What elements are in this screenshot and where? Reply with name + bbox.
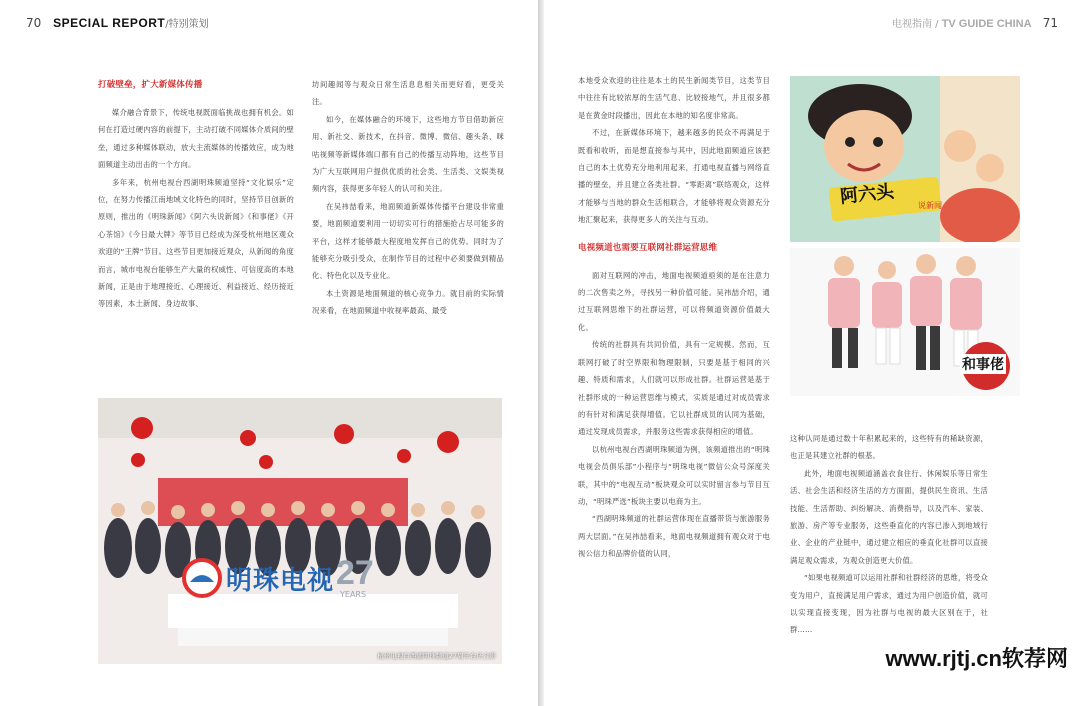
page-gutter bbox=[538, 0, 544, 706]
brand-sign: 明珠电视 bbox=[226, 566, 335, 596]
right-page-number: 71 bbox=[1042, 16, 1058, 30]
section-heading-1: 打破壁垒，扩大新媒体传播 bbox=[98, 80, 203, 90]
paragraph: “如果电视频道可以运用社群和社群经济的思维，将受众变为用户，直接满足用户需求，通过为用户创造价值，就可以实现直接变现，因为社群与电视的最大区别在于，社群…… bbox=[790, 573, 988, 635]
section-heading-2: 电视频道也需要互联网社群运营思维 bbox=[578, 242, 718, 253]
cartoon-image bbox=[790, 76, 1020, 242]
group-photo bbox=[98, 398, 502, 664]
cartoon-title: 阿六头 bbox=[839, 181, 896, 208]
section-label: SPECIAL REPORT bbox=[53, 16, 166, 30]
paragraph: 媒介融合背景下，传统电视既面临挑战也拥有机会。如何在打造过硬内容的前提下，主动打破不同媒体介质间的壁垒，通过多种媒体联动，放大主流媒体的传播效应，成为地面频道主动出击的一个方向。 bbox=[98, 108, 294, 170]
show-image bbox=[790, 248, 1020, 396]
paragraph: 面对互联网的冲击，地面电视频道亟须的是在注意力的二次售卖之外，寻找另一种价值可能。吴祎喆介绍，通过互联网思维下的社群运营，可以将频道资源价值最大化。 bbox=[578, 270, 770, 332]
site-watermark: www.rjtj.cn软荐网 bbox=[881, 646, 1072, 672]
anniversary-number: 27 bbox=[336, 554, 374, 592]
paragraph: 本土资源是地面频道的核心竞争力。就目前的实际情况来看，在地面频道中收视率最高、最受 bbox=[312, 288, 504, 316]
magazine-name-en: TV GUIDE CHINA bbox=[941, 18, 1032, 30]
magazine-name-cn: 电视指南 bbox=[891, 19, 932, 30]
left-page-header bbox=[26, 16, 209, 32]
text-column-4 bbox=[790, 430, 988, 639]
paragraph: 坊间趣闻等与观众日常生活息息相关而更好看，更受关注。 bbox=[312, 80, 504, 107]
paragraph: 不过，在新媒体环境下，越来越多的民众不再满足于既看和收听，而是想直接参与其中，因此地面频道应该把自己的本土优势充分地利用起来，打通电视直播与网络直播的壁垒，并且建立各类社群。“零距离”联络观众，这样才能够与当地的群众生活相联合，才能够将观众资源充分地汇聚起来，获得更多人的关注与互动。 bbox=[578, 128, 770, 225]
paragraph: 如今，在媒体融合的环境下，这些地方节目借助新应用、新社交、新技术，在抖音、微博、微信、趣头条、咪咕视频等新媒体端口都有自己的传播互动阵地，这些节目为广大互联网用户提供优质的社会类、生活类、文娱类视频内容，获得更多年轻人的认可和关注。 bbox=[312, 114, 504, 194]
section-sublabel: /特别策划 bbox=[165, 19, 209, 30]
paragraph: 本地受众欢迎的往往是本土的民生新闻类节目，这类节目中往往有比较浓厚的生活气息、比较接地气，并且很多都是在黄金时段播出，因此在本地的知名度非常高。 bbox=[578, 76, 770, 120]
text-column-1 bbox=[98, 76, 294, 313]
paragraph: 多年来，杭州电视台西湖明珠频道坚持“文化娱乐”定位，在努力传播江南地域文化特色的同时，坚持节目创新的原则，推出的《明珠新闻》《阿六头说新闻》《和事佬》《开心茶馆》《今日最大牌》等节目已经成为深受杭州地区观众欢迎的“王牌”节目。这些节目更加接近观众，从新闻的角度而言，城市电视台能够生产大量的权威性、可信度高的本地新闻，正是由于地理接近、心理接近、利益接近、经历接近等因素，本土新闻、身边故事、 bbox=[98, 177, 294, 309]
paragraph: 此外，地面电视频道涵盖衣食住行、休闲娱乐等日常生活、社会生活和经济生活的方方面面，提供民生资讯、生活技能、生活帮助、纠纷解决、消费指导，以及汽车、家装、旅游、房产等专业服务，这些垂直化的内容已渗入到地域行业、企业的产业链中，通过建立相应的垂直化社群可以直接满足观众需求，为观众创造更大价值。 bbox=[790, 468, 988, 565]
left-page-number: 70 bbox=[26, 16, 42, 30]
cartoon-subtitle: 说新闻 bbox=[918, 201, 942, 210]
paragraph: 这种认同是通过数十年积累起来的，这些特有的稀缺资源，也正是其建立社群的根基。 bbox=[790, 434, 988, 461]
paragraph: “西湖明珠频道的社群运营体现在直播带货与旅游服务两大层面。”在吴祎喆看来，地面电视频道拥有观众对于电视公信力和品牌价值的认同， bbox=[578, 514, 770, 559]
paragraph: 在吴祎喆看来，地面频道新媒体传播平台建设非常重要，地面频道要利用一切切实可行的措施抢占尽可能多的平台，这样才能够最大程度地发挥自己的优势。同时为了能够充分吸引受众，在制作节目的过程中必须要做到精品化、特色化以及专业化。 bbox=[312, 201, 504, 281]
photo-caption: 杭州电视台西湖明珠频道27周年台庆合影 bbox=[377, 652, 496, 660]
anniversary-years: YEARS bbox=[340, 590, 367, 599]
paragraph: 传统的社群具有共同价值，具有一定规模。然而，互联网打破了时空界限和物理限制，只要是基于相同的兴趣、特质和需求，人们就可以形成社群。社群运营是基于社群形成的一种运营思维与模式，实质是通过对成员需求的有针对和满足获得增值。它以社群成员的认同为基础，通过发现成员需求，并服务这些需求获得相应的增值。 bbox=[578, 340, 770, 437]
cartoon-illustration bbox=[790, 76, 1020, 242]
show-title: 和事佬 bbox=[960, 354, 1006, 374]
text-column-3 bbox=[578, 72, 770, 563]
group-photo-illustration bbox=[98, 398, 502, 664]
right-page-header: 电视指南 / TV GUIDE CHINA 71 bbox=[891, 16, 1058, 30]
text-column-2 bbox=[312, 76, 504, 320]
paragraph: 以杭州电视台西湖明珠频道为例，该频道推出的“明珠电视会员俱乐部”小程序与“明珠电视”微信公众号深度关联，其中的“电视互动”板块观众可以实时留言参与节目互动，“明珠严选”板块主要以电商为主。 bbox=[578, 444, 770, 506]
